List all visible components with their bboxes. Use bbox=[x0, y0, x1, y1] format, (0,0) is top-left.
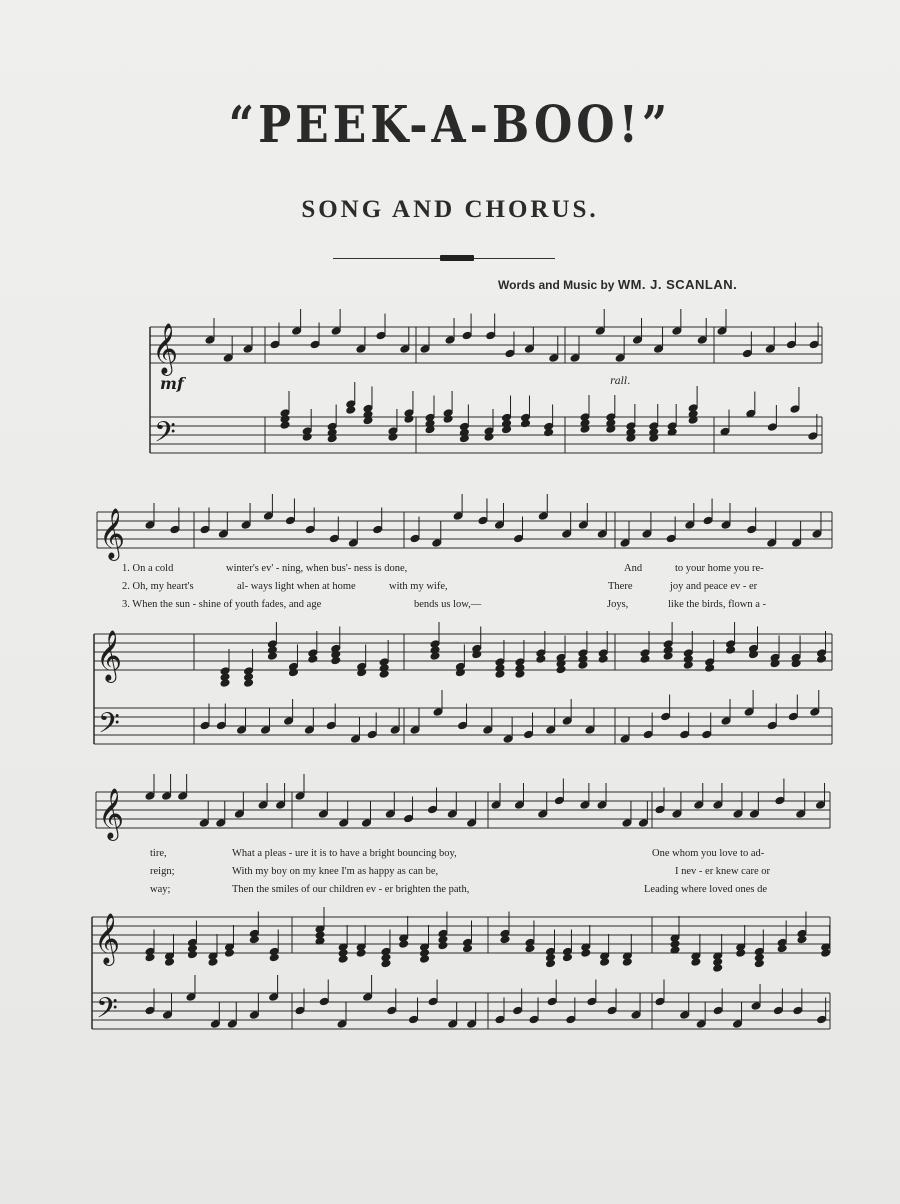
note-head bbox=[319, 997, 329, 1006]
note-head bbox=[733, 1020, 743, 1029]
note-head bbox=[703, 516, 713, 525]
note-head bbox=[746, 409, 756, 418]
note-head bbox=[767, 539, 777, 548]
note-head bbox=[655, 805, 665, 814]
treble-clef: 𝄞 bbox=[99, 508, 126, 559]
note-head bbox=[808, 432, 818, 441]
note-head bbox=[767, 721, 777, 730]
note-head bbox=[462, 331, 472, 340]
note-head bbox=[200, 525, 210, 534]
note-head bbox=[578, 521, 588, 530]
note-head bbox=[788, 712, 798, 721]
note-head bbox=[200, 721, 210, 730]
note-head bbox=[448, 1020, 458, 1029]
note-head bbox=[585, 726, 595, 735]
note-head bbox=[304, 726, 314, 735]
note-head bbox=[145, 792, 155, 801]
note-head bbox=[562, 530, 572, 539]
note-head bbox=[410, 726, 420, 735]
note-head bbox=[216, 819, 226, 828]
note-head bbox=[638, 819, 648, 828]
note-head bbox=[661, 712, 671, 721]
note-head bbox=[547, 997, 557, 1006]
note-head bbox=[702, 730, 712, 739]
note-head bbox=[420, 345, 430, 354]
note-head bbox=[241, 521, 251, 530]
note-head bbox=[270, 340, 280, 349]
note-head bbox=[713, 801, 723, 810]
note-head bbox=[538, 512, 548, 521]
note-head bbox=[720, 427, 730, 436]
note-head bbox=[237, 726, 247, 735]
note-head bbox=[227, 1020, 237, 1029]
note-head bbox=[733, 810, 743, 819]
note-head bbox=[597, 801, 607, 810]
composer-name: WM. J. SCANLAN. bbox=[617, 277, 738, 292]
note-head bbox=[170, 525, 180, 534]
note-head bbox=[337, 1020, 347, 1029]
note-head bbox=[597, 530, 607, 539]
note-head bbox=[643, 730, 653, 739]
note-head bbox=[631, 1011, 641, 1020]
note-head bbox=[587, 997, 597, 1006]
note-head bbox=[744, 708, 754, 717]
note-head bbox=[566, 1015, 576, 1024]
note-head bbox=[620, 735, 630, 744]
note-head bbox=[697, 336, 707, 345]
note-head bbox=[162, 792, 172, 801]
treble-clef: 𝄞 bbox=[94, 913, 121, 964]
note-head bbox=[261, 726, 271, 735]
note-head bbox=[790, 405, 800, 414]
note-head bbox=[786, 340, 796, 349]
note-head bbox=[295, 792, 305, 801]
note-head bbox=[432, 539, 442, 548]
note-head bbox=[672, 810, 682, 819]
note-head bbox=[433, 708, 443, 717]
note-head bbox=[234, 810, 244, 819]
note-head bbox=[269, 993, 279, 1002]
note-head bbox=[595, 327, 605, 336]
note-head bbox=[363, 993, 373, 1002]
note-head bbox=[792, 539, 802, 548]
note-head bbox=[205, 336, 215, 345]
note-head bbox=[367, 730, 377, 739]
note-head bbox=[329, 534, 339, 543]
note-head bbox=[773, 1006, 783, 1015]
note-head bbox=[654, 345, 664, 354]
note-head bbox=[514, 801, 524, 810]
note-head bbox=[685, 521, 695, 530]
note-head bbox=[672, 327, 682, 336]
note-head bbox=[483, 726, 493, 735]
note-head bbox=[263, 512, 273, 521]
treble-clef: 𝄞 bbox=[96, 630, 123, 681]
note-head bbox=[717, 327, 727, 336]
bass-clef: 𝄢 bbox=[154, 416, 176, 456]
note-head bbox=[607, 1006, 617, 1015]
note-head bbox=[495, 1015, 505, 1024]
note-head bbox=[356, 345, 366, 354]
note-head bbox=[305, 525, 315, 534]
note-head bbox=[538, 810, 548, 819]
bass-clef: 𝄢 bbox=[96, 992, 118, 1032]
note-head bbox=[467, 819, 477, 828]
note-head bbox=[696, 1020, 706, 1029]
note-head bbox=[633, 336, 643, 345]
note-head bbox=[751, 1002, 761, 1011]
note-head bbox=[186, 993, 196, 1002]
note-head bbox=[495, 521, 505, 530]
note-head bbox=[428, 997, 438, 1006]
note-head bbox=[310, 340, 320, 349]
note-head bbox=[765, 345, 775, 354]
note-head bbox=[514, 534, 524, 543]
note-head bbox=[350, 735, 360, 744]
note-head bbox=[503, 735, 513, 744]
note-head bbox=[694, 801, 704, 810]
note-head bbox=[445, 336, 455, 345]
note-head bbox=[410, 534, 420, 543]
note-head bbox=[400, 345, 410, 354]
note-head bbox=[775, 796, 785, 805]
dynamic-marking: mf bbox=[160, 374, 184, 393]
note-head bbox=[285, 516, 295, 525]
note-head bbox=[387, 1006, 397, 1015]
note-head bbox=[680, 1011, 690, 1020]
note-head bbox=[376, 331, 386, 340]
note-head bbox=[339, 819, 349, 828]
note-head bbox=[295, 1006, 305, 1015]
note-head bbox=[655, 997, 665, 1006]
note-head bbox=[680, 730, 690, 739]
note-head bbox=[284, 717, 294, 726]
note-head bbox=[549, 354, 559, 363]
note-head bbox=[721, 717, 731, 726]
note-head bbox=[199, 819, 209, 828]
tempo-marking: rall. bbox=[610, 376, 631, 387]
note-head bbox=[546, 726, 556, 735]
note-head bbox=[373, 525, 383, 534]
note-head bbox=[163, 1011, 173, 1020]
note-head bbox=[524, 345, 534, 354]
note-head bbox=[292, 327, 302, 336]
note-head bbox=[513, 1006, 523, 1015]
note-head bbox=[223, 354, 233, 363]
note-head bbox=[721, 521, 731, 530]
note-head bbox=[428, 805, 438, 814]
note-head bbox=[409, 1015, 419, 1024]
note-head bbox=[249, 1011, 259, 1020]
note-head bbox=[809, 340, 819, 349]
note-head bbox=[390, 726, 400, 735]
note-head bbox=[348, 539, 358, 548]
note-head bbox=[524, 730, 534, 739]
note-head bbox=[404, 814, 414, 823]
note-head bbox=[362, 819, 372, 828]
note-head bbox=[570, 354, 580, 363]
note-head bbox=[467, 1020, 477, 1029]
note-head bbox=[580, 801, 590, 810]
note-head bbox=[747, 525, 757, 534]
note-head bbox=[742, 349, 752, 358]
bass-clef: 𝄢 bbox=[98, 707, 120, 747]
note-head bbox=[796, 810, 806, 819]
song-subtitle: SONG AND CHORUS. bbox=[301, 196, 599, 223]
note-head bbox=[331, 327, 341, 336]
note-head bbox=[145, 521, 155, 530]
note-head bbox=[615, 354, 625, 363]
note-head bbox=[210, 1020, 220, 1029]
note-head bbox=[529, 1015, 539, 1024]
note-head bbox=[478, 516, 488, 525]
note-head bbox=[218, 530, 228, 539]
note-head bbox=[326, 721, 336, 730]
note-head bbox=[258, 801, 268, 810]
note-head bbox=[178, 792, 188, 801]
credit-prefix: Words and Music by bbox=[498, 278, 615, 292]
note-head bbox=[276, 801, 286, 810]
note-head bbox=[491, 801, 501, 810]
note-head bbox=[713, 1006, 723, 1015]
note-head bbox=[562, 717, 572, 726]
note-head bbox=[145, 1006, 155, 1015]
note-head bbox=[622, 819, 632, 828]
note-head bbox=[666, 534, 676, 543]
note-head bbox=[817, 1015, 827, 1024]
song-title: “PEEK-A-BOO!” bbox=[228, 96, 672, 155]
note-head bbox=[642, 530, 652, 539]
note-head bbox=[812, 530, 822, 539]
note-head bbox=[458, 721, 468, 730]
note-head bbox=[749, 810, 759, 819]
note-head bbox=[793, 1006, 803, 1015]
note-head bbox=[243, 345, 253, 354]
note-head bbox=[810, 708, 820, 717]
note-head bbox=[318, 810, 328, 819]
note-head bbox=[453, 512, 463, 521]
note-head bbox=[767, 423, 777, 432]
note-head bbox=[447, 810, 457, 819]
note-head bbox=[816, 801, 826, 810]
note-head bbox=[216, 721, 226, 730]
note-head bbox=[554, 796, 564, 805]
note-head bbox=[620, 539, 630, 548]
note-head bbox=[385, 810, 395, 819]
note-head bbox=[505, 349, 515, 358]
note-head bbox=[486, 331, 496, 340]
treble-clef: 𝄞 bbox=[152, 323, 179, 374]
treble-clef: 𝄞 bbox=[98, 788, 125, 839]
